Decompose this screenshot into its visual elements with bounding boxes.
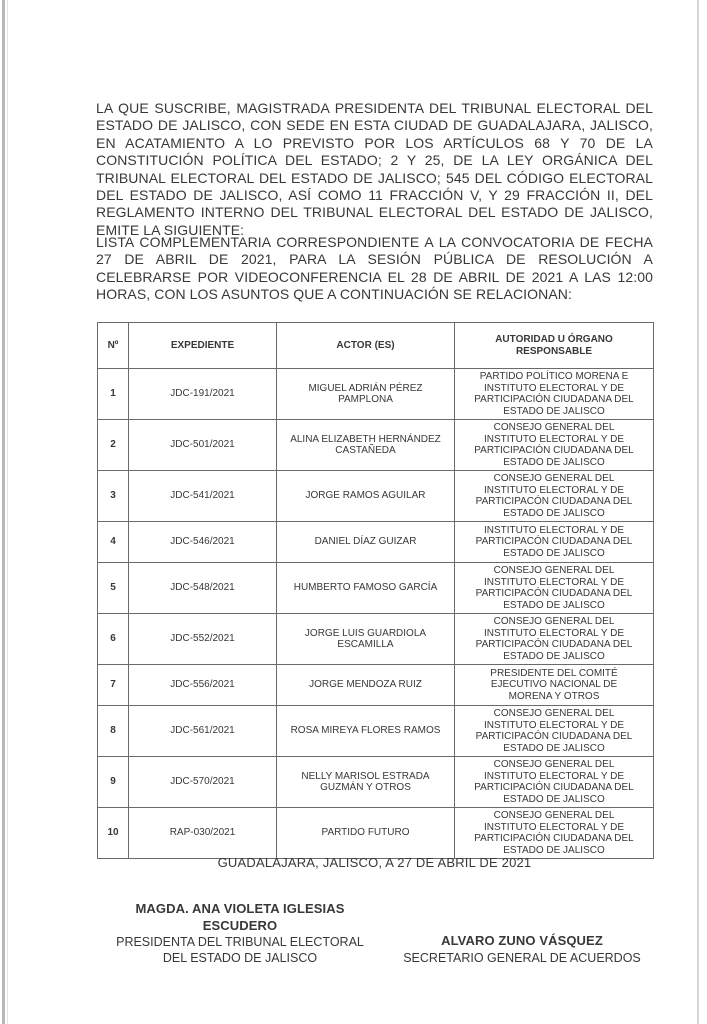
- column-header-actor: ACTOR (ES): [277, 323, 455, 369]
- table-row: [98, 420, 654, 471]
- cell-expediente: JDC-561/2021: [129, 706, 277, 757]
- signer-name: ALVARO ZUNO VÁSQUEZ: [441, 933, 603, 948]
- page-edge-line-inner: [7, 0, 8, 1024]
- cell-actor: HUMBERTO FAMOSO GARCÍA: [277, 563, 455, 614]
- cell-number: 8: [98, 706, 129, 757]
- cell-autoridad: CONSEJO GENERAL DEL INSTITUTO ELECTORAL Y DE PARTICIPACÓN CIUDADANA DEL ESTADO DE JALISCO: [455, 706, 654, 757]
- cell-actor: JORGE LUIS GUARDIOLA ESCAMILLA: [277, 614, 455, 665]
- cell-autoridad: CONSEJO GENERAL DEL INSTITUTO ELECTORAL Y DE PARTICIPACÓN CIUDADANA DEL ESTADO DE JALISCO: [455, 563, 654, 614]
- cell-autoridad: CONSEJO GENERAL DEL INSTITUTO ELECTORAL Y DE PARTICIPACIÓN CIUDADANA DEL ESTADO DE JALISCO: [455, 808, 654, 859]
- cell-number: 7: [98, 665, 129, 706]
- signature-block-presidenta: [98, 901, 382, 966]
- cell-autoridad: PARTIDO POLÍTICO MORENA E INSTITUTO ELECTORAL Y DE PARTICIPACIÓN CIUDADANA DEL ESTADO DE JALISCO: [455, 369, 654, 420]
- cell-autoridad: CONSEJO GENERAL DEL INSTITUTO ELECTORAL Y DE PARTICIPACIÓN CIUDADANA DEL ESTADO DE JALISCO: [455, 757, 654, 808]
- cell-number: 10: [98, 808, 129, 859]
- cell-expediente: RAP-030/2021: [129, 808, 277, 859]
- signer-title: SECRETARIO GENERAL DE ACUERDOS: [403, 950, 641, 965]
- cell-actor: JORGE RAMOS AGUILAR: [277, 471, 455, 522]
- intro-paragraph: LA QUE SUSCRIBE, MAGISTRADA PRESIDENTA DEL TRIBUNAL ELECTORAL DEL ESTADO DE JALISCO, CON SEDE EN ESTA CIUDAD DE GUADALAJARA, JALISCO, EN ACATAMIENTO A LO PREVISTO POR LOS ARTÍCULOS 68 Y 70 DE LA CONSTITUCIÓN POLÍTICA DEL ESTADO; 2 Y 25, DE LA LEY ORGÁNICA DEL TRIBUNAL ELECTORAL DEL ESTADO DE JALISCO; 545 DEL CÓDIGO ELECTORAL DEL ESTADO DE JALISCO, ASÍ COMO 11 FRACCIÓN V, Y 29 FRACCIÓN II, DEL REGLAMENTO INTERNO DEL TRIBUNAL ELECTORAL DEL ESTADO DE JALISCO, EMITE LA SIGUIENTE:: [96, 100, 653, 238]
- cell-autoridad: CONSEJO GENERAL DEL INSTITUTO ELECTORAL Y DE PARTICIPACÓN CIUDADANA DEL ESTADO DE JALISCO: [455, 614, 654, 665]
- cell-autoridad: PRESIDENTE DEL COMITÉ EJECUTIVO NACIONAL DE MORENA Y OTROS: [455, 665, 654, 706]
- signer-title: DEL ESTADO DE JALISCO: [162, 951, 318, 965]
- table-row: [98, 522, 654, 563]
- column-header-expediente: EXPEDIENTE: [129, 323, 277, 369]
- cell-actor: DANIEL DÍAZ GUIZAR: [277, 522, 455, 563]
- cell-expediente: JDC-546/2021: [129, 522, 277, 563]
- cell-expediente: JDC-548/2021: [129, 563, 277, 614]
- cell-expediente: JDC-552/2021: [129, 614, 277, 665]
- cell-actor: NELLY MARISOL ESTRADA GUZMÁN Y OTROS: [277, 757, 455, 808]
- date-place-line: GUADALAJARA, JALISCO, A 27 DE ABRIL DE 2021: [217, 855, 532, 870]
- table-header-row: [98, 323, 654, 369]
- cell-actor: MIGUEL ADRIÁN PÉREZ PAMPLONA: [277, 369, 455, 420]
- column-header-autoridad: AUTORIDAD U ÓRGANO RESPONSABLE: [455, 323, 654, 369]
- cell-actor: PARTIDO FUTURO: [277, 808, 455, 859]
- cell-autoridad: CONSEJO GENERAL DEL INSTITUTO ELECTORAL Y DE PARTICIPACÓN CIUDADANA DEL ESTADO DE JALISCO: [455, 471, 654, 522]
- cell-number: 2: [98, 420, 129, 471]
- cell-actor: ALINA ELIZABETH HERNÁNDEZ CASTAÑEDA: [277, 420, 455, 471]
- cell-actor: JORGE MENDOZA RUIZ: [277, 665, 455, 706]
- page-edge-line: [2, 0, 5, 1024]
- signer-title: PRESIDENTA DEL TRIBUNAL ELECTORAL: [116, 935, 364, 949]
- case-list-table: [97, 322, 654, 859]
- cell-expediente: JDC-556/2021: [129, 665, 277, 706]
- cell-expediente: JDC-501/2021: [129, 420, 277, 471]
- table-row: [98, 757, 654, 808]
- table-row: [98, 614, 654, 665]
- cell-number: 5: [98, 563, 129, 614]
- table-row: [98, 706, 654, 757]
- cell-number: 3: [98, 471, 129, 522]
- column-header-number: Nº: [98, 323, 129, 369]
- signature-block-secretario: [398, 933, 646, 966]
- cell-autoridad: CONSEJO GENERAL DEL INSTITUTO ELECTORAL Y DE PARTICIPACIÓN CIUDADANA DEL ESTADO DE JALISCO: [455, 420, 654, 471]
- cell-number: 9: [98, 757, 129, 808]
- cell-expediente: JDC-570/2021: [129, 757, 277, 808]
- table-row: [98, 665, 654, 706]
- cell-actor: ROSA MIREYA FLORES RAMOS: [277, 706, 455, 757]
- table-row: [98, 471, 654, 522]
- list-announcement-paragraph: LISTA COMPLEMENTARIA CORRESPONDIENTE A LA CONVOCATORIA DE FECHA 27 DE ABRIL DE 2021, PARA LA SESIÓN PÚBLICA DE RESOLUCIÓN A CELEBRARSE POR VIDEOCONFERENCIA EL 28 DE ABRIL DE 2021 A LAS 12:00 HORAS, CON LOS ASUNTOS QUE A CONTINUACIÓN SE RELACIONAN:: [96, 234, 653, 303]
- signer-name: MAGDA. ANA VIOLETA IGLESIAS ESCUDERO: [135, 901, 345, 933]
- cell-number: 1: [98, 369, 129, 420]
- cell-autoridad: INSTITUTO ELECTORAL Y DE PARTICIPACÓN CIUDADANA DEL ESTADO DE JALISCO: [455, 522, 654, 563]
- page-edge-line-right: [697, 0, 699, 1024]
- cell-expediente: JDC-541/2021: [129, 471, 277, 522]
- cell-number: 4: [98, 522, 129, 563]
- cell-number: 6: [98, 614, 129, 665]
- table-row: [98, 369, 654, 420]
- table-row: [98, 563, 654, 614]
- cell-expediente: JDC-191/2021: [129, 369, 277, 420]
- table-row: [98, 808, 654, 859]
